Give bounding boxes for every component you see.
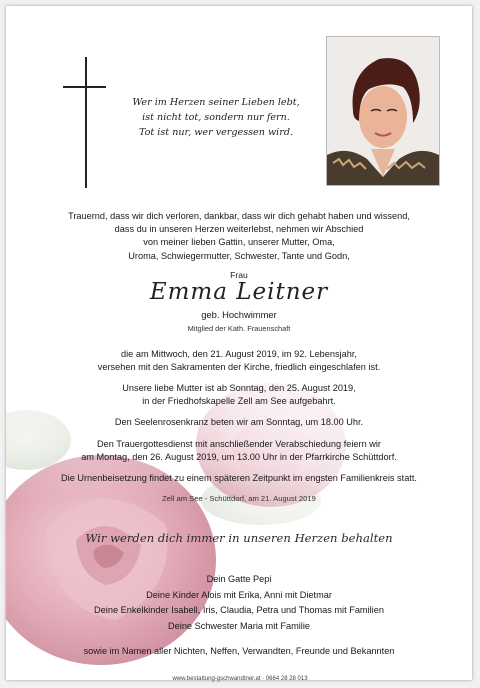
portrait-photo — [326, 36, 440, 186]
intro-line: dass du in unseren Herzen weiterlebst, nehmen wir Abschied — [114, 224, 364, 235]
memorial-quote — [116, 95, 316, 140]
quote-line: Tot ist nur, wer vergessen wird. — [138, 127, 294, 138]
death-line: versehen mit den Sakramenten der Kirche, friedlich eingeschlafen ist. — [97, 362, 381, 373]
rosary-line: Den Seelenrosenkranz beten wir am Sonntag, um 18.00 Uhr. — [114, 417, 364, 427]
portrait-image — [327, 37, 439, 185]
place-and-date: Zell am See - Schüttdorf, am 21. August 2019 — [162, 494, 316, 503]
rosary-notice — [6, 416, 472, 429]
funeral-notice — [6, 438, 472, 464]
laid-out-line: Unsere liebe Mutter ist ab Sonntag, den 25. August 2019, — [122, 383, 356, 393]
funeral-line: am Montag, den 26. August 2019, um 13.00 Uhr in der Pfarrkirche Schüttdorf. — [81, 452, 397, 463]
memorial-motto: Wir werden dich immer in unseren Herzen behalten — [85, 531, 393, 545]
intro-line: Trauernd, dass wir dich verloren, dankbar, dass wir dich gehabt haben und wissend, — [68, 211, 410, 221]
laid-out-notice — [6, 382, 472, 408]
cross-symbol-bar — [63, 86, 106, 88]
deceased-name: Emma Leitner — [149, 279, 329, 305]
intro-line: Uroma, Schwiegermutter, Schwester, Tante und Godn, — [128, 250, 350, 261]
membership: Mitglied der Kath. Frauenschaft — [187, 324, 291, 333]
salutation: Frau — [230, 270, 248, 280]
quote-line: Wer im Herzen seiner Lieben lebt, — [132, 97, 300, 108]
closing-line: sowie im Namen aller Nichten, Neffen, Verwandten, Freunde und Bekannten — [83, 646, 395, 656]
quote-line: ist nicht tot, sondern nur fern. — [142, 112, 290, 123]
mourner-line: Dein Gatte Pepi — [206, 574, 272, 584]
laid-out-line: in der Friedhofskapelle Zell am See aufgebahrt. — [142, 396, 336, 407]
death-line: die am Mittwoch, den 21. August 2019, im 92. Lebensjahr, — [121, 349, 357, 359]
mourners-closing — [6, 645, 472, 658]
parte-card — [6, 6, 472, 680]
birth-name: geb. Hochwimmer — [201, 309, 277, 320]
mourner-line: Deine Schwester Maria mit Familie — [168, 620, 310, 631]
intro-text — [6, 210, 472, 263]
urn-notice — [6, 472, 472, 485]
footer-credit: www.bestattung-gschwandtner.at · 0664 28 28 013 — [172, 676, 308, 682]
mourner-line: Deine Enkelkinder Isabell, Iris, Claudia, Petra und Thomas mit Familien — [94, 605, 384, 616]
mourners-list — [6, 572, 472, 634]
urn-line: Die Urnenbeisetzung findet zu einem späteren Zeitpunkt im engsten Familienkreis statt. — [61, 473, 417, 483]
cross-symbol — [85, 57, 87, 188]
death-notice — [6, 348, 472, 374]
intro-line: von meiner lieben Gattin, unserer Mutter, Oma, — [143, 237, 335, 248]
mourner-line: Deine Kinder Alois mit Erika, Anni mit Dietmar — [146, 589, 332, 600]
funeral-line: Den Trauergottesdienst mit anschließender Verabschiedung feiern wir — [97, 439, 381, 449]
